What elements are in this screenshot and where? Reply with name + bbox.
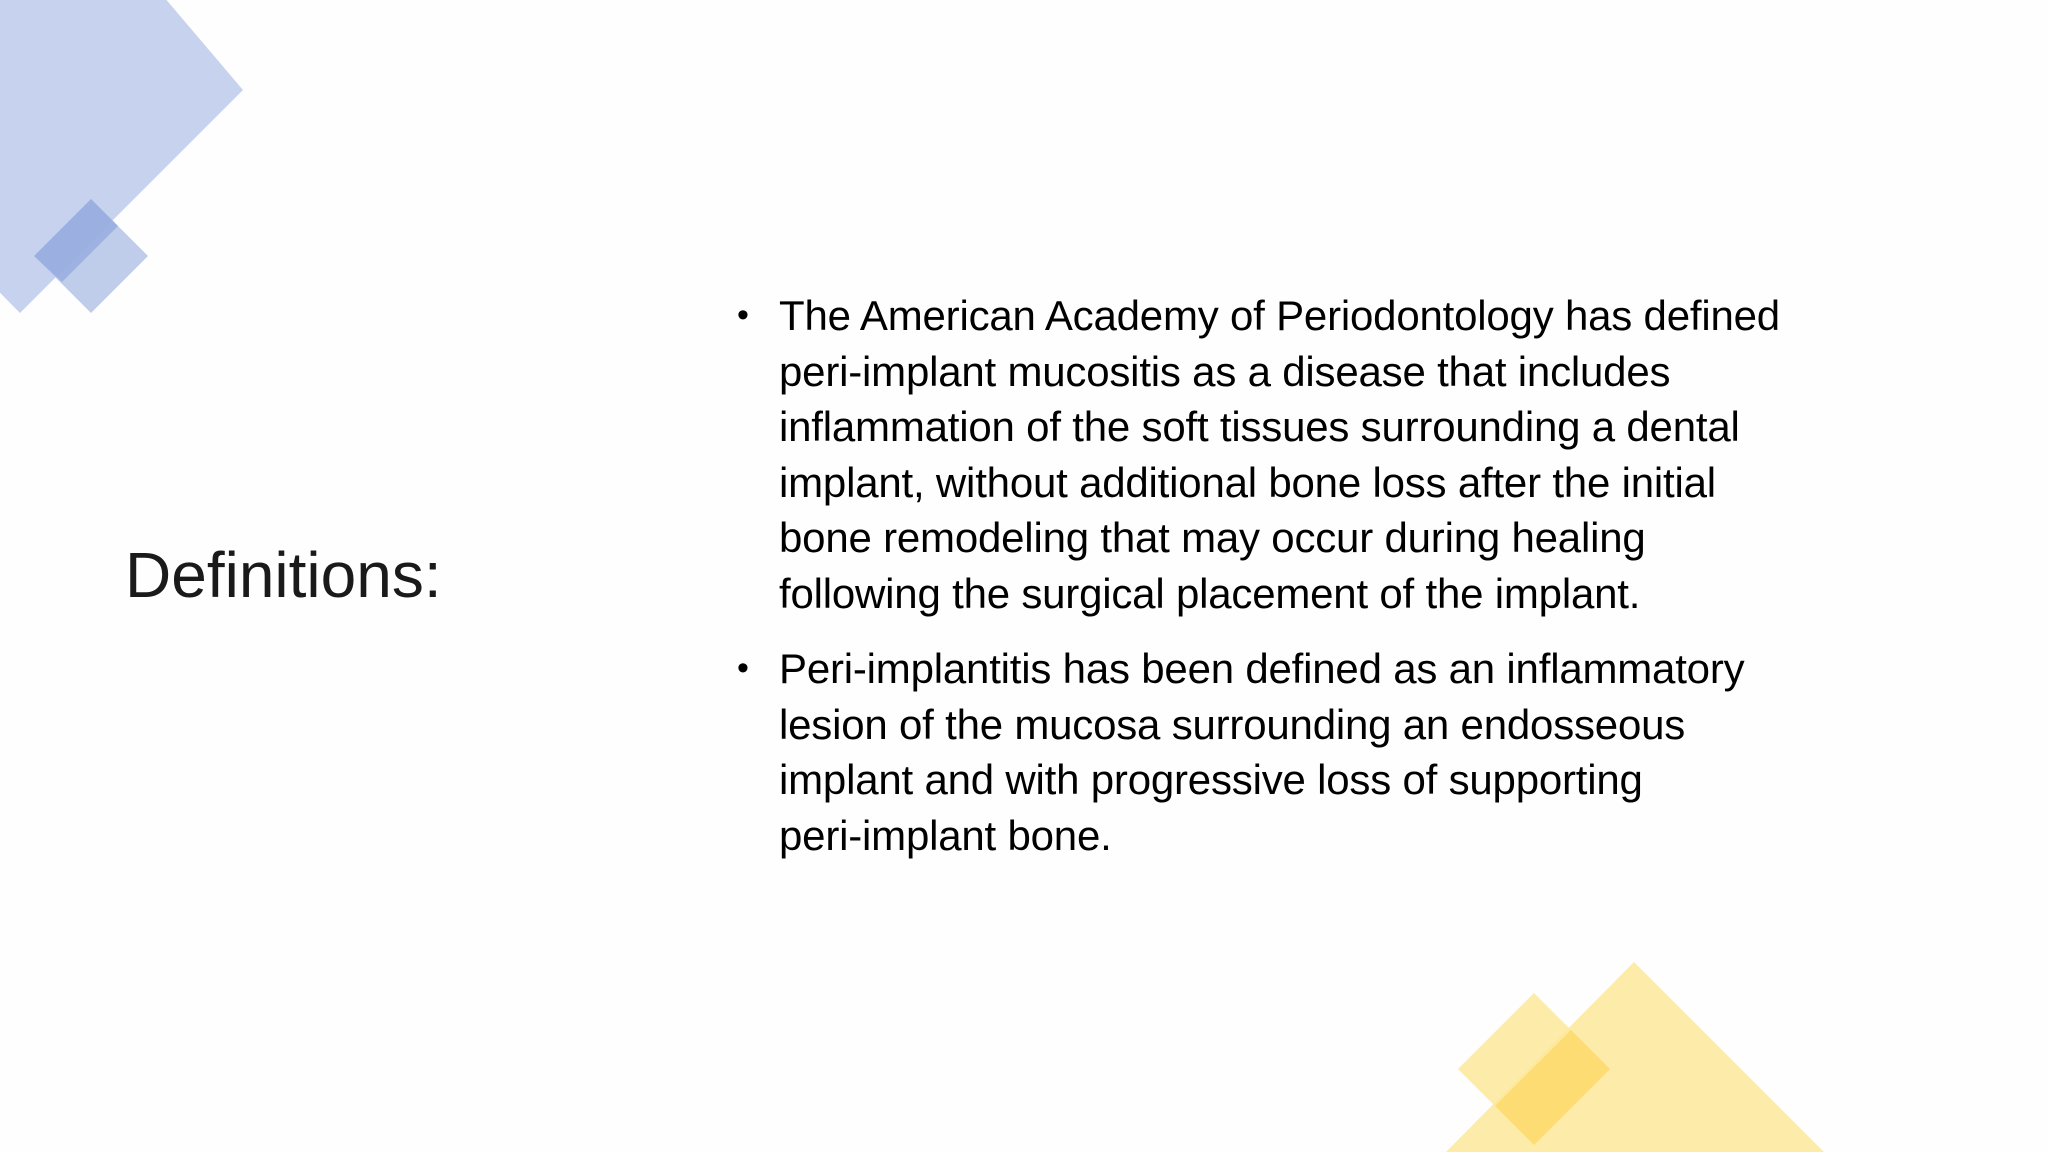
bullet-text-line: implant, without additional bone loss after the initial — [779, 458, 1716, 506]
definition-bullet-peri-implantitis — [737, 641, 1937, 863]
bullet-marker: • — [737, 296, 749, 334]
bullet-text-line: lesion of the mucosa surrounding an endosseous — [779, 700, 1686, 748]
bullet-text-line: bone remodeling that may occur during healing — [779, 514, 1646, 561]
bullet-text-line: implant and with progressive loss of supporting — [779, 756, 1643, 803]
definitions-list — [737, 288, 1937, 883]
bullet-text-line: peri-implant mucositis as a disease that includes — [779, 347, 1671, 395]
bullet-text-line: Peri-implantitis has been defined as an inflammatory — [779, 645, 1745, 692]
bullet-text-line: inflammation of the soft tissues surrounding a dental — [779, 403, 1740, 450]
definition-bullet-mucositis — [737, 288, 1937, 621]
bullet-text-line: The American Academy of Periodontology has defined — [779, 292, 1780, 339]
bullet-text-line: following the surgical placement of the implant. — [779, 569, 1641, 617]
bullet-text-line: peri-implant bone. — [779, 811, 1112, 859]
slide-title: Definitions: — [125, 539, 442, 611]
bullet-marker: • — [737, 649, 749, 687]
